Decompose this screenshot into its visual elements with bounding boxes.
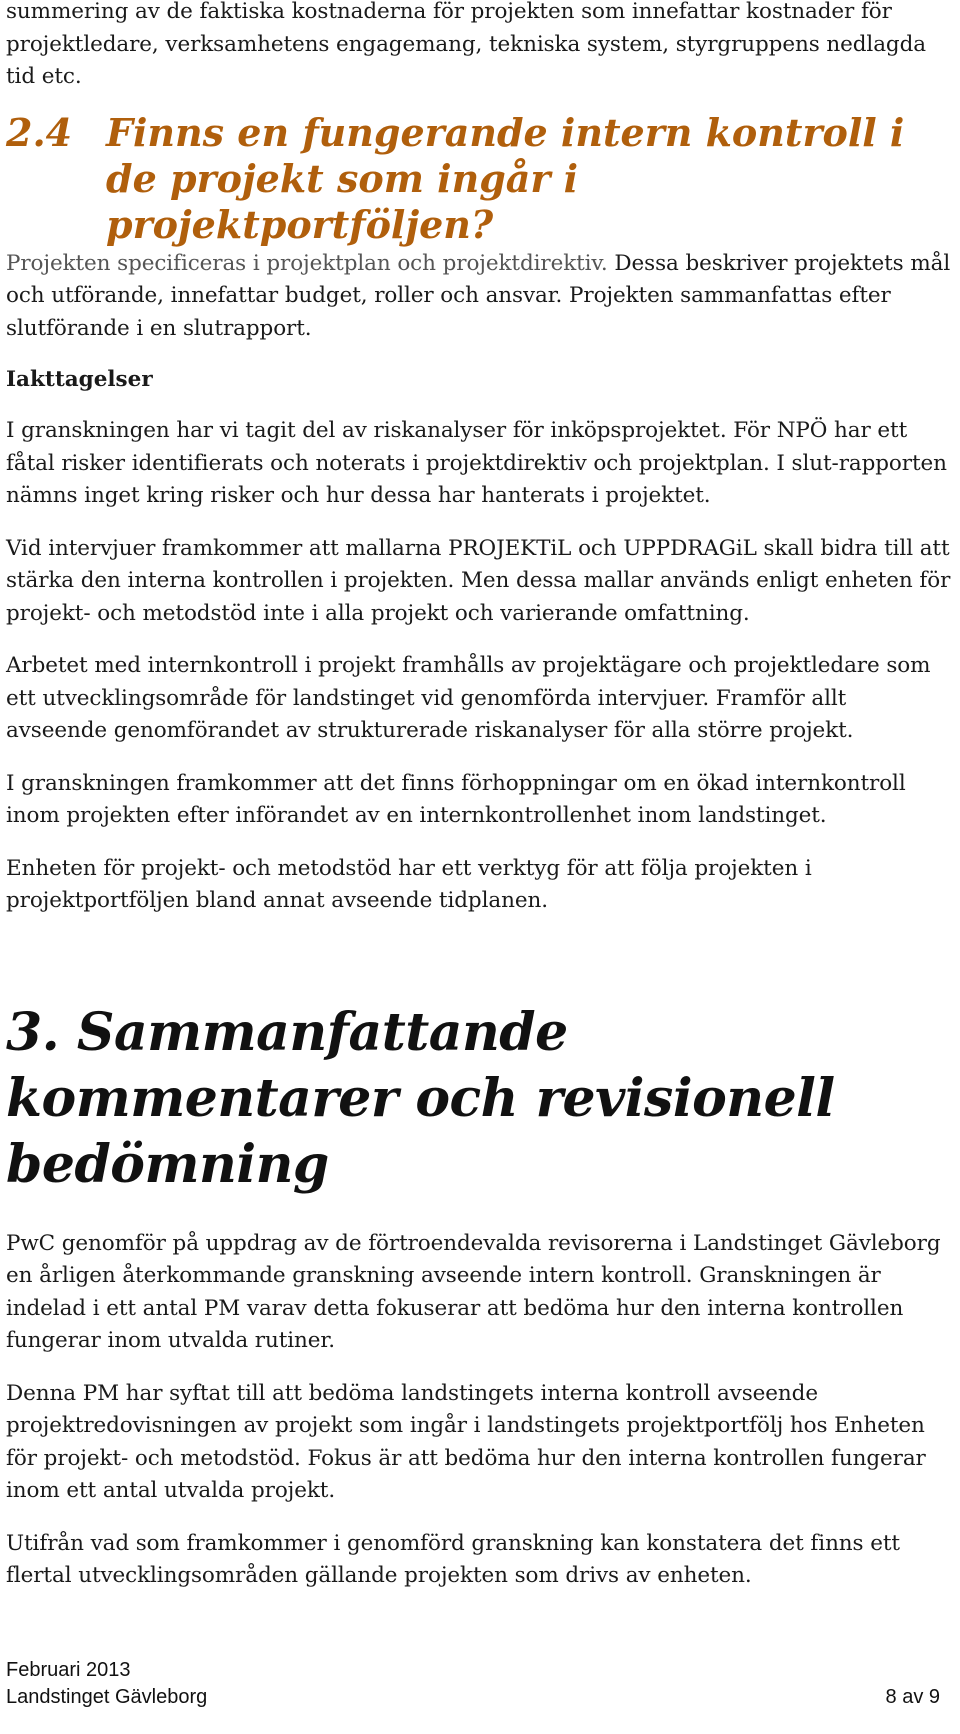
section-2-4-rest: Dessa beskriver projektets mål och utförande, innefattar budget, roller och ansvar. Projekten sammanfattas efter slutförande i en slutrapport. bbox=[6, 250, 951, 341]
footer-organization: Landstinget Gävleborg bbox=[6, 1686, 208, 1708]
intro-paragraph: summering av de faktiska kostnaderna för projekten som innefattar kostnader för projektledare, verksamhetens engagemang, tekniska system, styrgruppens nedlagda tid etc. bbox=[6, 0, 926, 89]
observation-paragraph-3: Arbetet med internkontroll i projekt framhålls av projektägare och projektledare som ett utvecklingsområde för landstinget vid genomförda intervjuer. Framför allt avseende genomförandet av strukturerade riskanalyser för alla större projekt. bbox=[6, 653, 931, 743]
section-2-4-heading bbox=[6, 110, 952, 248]
section-2-4-title: Finns en fungerande intern kontroll i de projekt som ingår i projektportföljen? bbox=[106, 109, 905, 247]
observation-paragraph-1: I granskningen har vi tagit del av riskanalyser för inköpsprojektet. För NPÖ har ett fåtal risker identifierats och noterats i projektdirektiv och projektplan. I slut-rapporten nämns inget kring risker och hur dessa har hanterats i projektet. bbox=[6, 418, 947, 508]
section-2-4-lead: Projekten specificeras i projektplan och projektdirektiv. bbox=[6, 250, 608, 276]
observation-paragraph-4: I granskningen framkommer att det finns förhoppningar om en ökad internkontroll inom projekten efter införandet av en internkontrollenhet inom landstinget. bbox=[6, 770, 906, 828]
observations-heading: Iakttagelser bbox=[6, 367, 153, 392]
section-3-paragraph-2: Denna PM har syftat till att bedöma landstingets interna kontroll avseende projektredovisningen av projekt som ingår i landstingets projektportfölj hos Enheten för projekt- och metodstöd. Fokus är att bedöma hur den interna kontrollen fungerar inom ett antal utvalda projekt. bbox=[6, 1380, 926, 1503]
observation-paragraph-2: Vid intervjuer framkommer att mallarna PROJEKTiL och UPPDRAGiL skall bidra till att stärka den interna kontrollen i projekten. Men dessa mallar används enligt enheten för projekt- och metodstöd inte i alla projekt och varierande omfattning. bbox=[6, 535, 951, 626]
footer-page-number: 8 av 9 bbox=[885, 1686, 940, 1708]
section-3-paragraph-1: PwC genomför på uppdrag av de förtroendevalda revisorerna i Landstinget Gävleborg en årligen återkommande granskning avseende intern kontroll. Granskningen är indelad i ett antal PM varav detta fokuserar att bedöma hur den interna kontrollen fungerar inom utvalda rutiner. bbox=[6, 1230, 941, 1353]
section-3-heading: 3. Sammanfattande kommentarer och revisionell bedömning bbox=[6, 1001, 835, 1195]
page-footer bbox=[6, 1657, 940, 1711]
section-2-4-body bbox=[6, 248, 952, 346]
section-3-paragraph-3: Utifrån vad som framkommer i genomförd granskning kan konstatera det finns ett flertal utvecklingsområden gällande projekten som drivs av enheten. bbox=[6, 1530, 900, 1588]
section-2-4-number: 2.4 bbox=[6, 109, 73, 155]
observation-paragraph-5: Enheten för projekt- och metodstöd har ett verktyg för att följa projekten i projektportföljen bland annat avseende tidplanen. bbox=[6, 855, 812, 913]
footer-date: Februari 2013 bbox=[6, 1659, 131, 1681]
document-page bbox=[6, 0, 952, 1593]
